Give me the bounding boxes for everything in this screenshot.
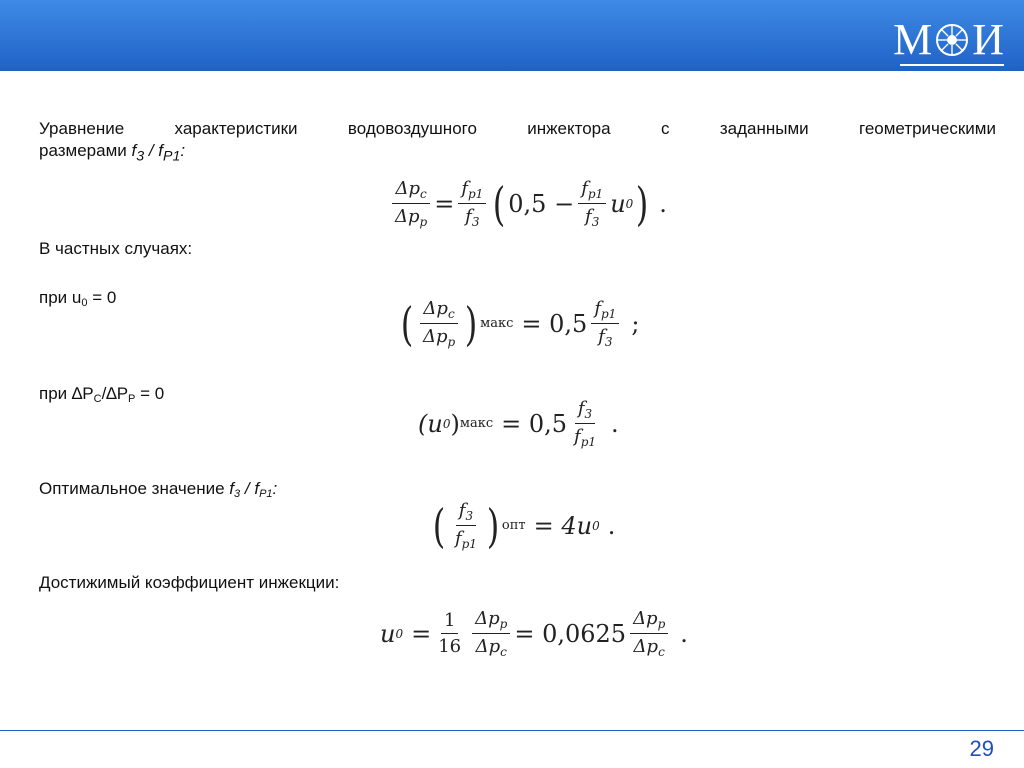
equation-1: $\frac{\Delta p_c}{\Delta p_p}$ = $\frac{f_{p1}}{f_3}$ ( 0,5 − $\frac{f_{p1}}{f_3}$ u 0 ) .	[388, 178, 667, 229]
fraction: $\frac{1}{16}$	[438, 610, 462, 657]
intro-word: водовоздушного	[347, 119, 477, 138]
intro-word: Уравнение	[39, 119, 125, 138]
fraction: $\frac{\Delta p_p}{\Delta p_c}$	[472, 608, 510, 659]
equation-2: ( $\frac{\Delta p_c}{\Delta p_p}$ ) макс = 0,5 $\frac{f_{p1}}{f_3}$ ;	[400, 296, 640, 351]
intro-line-2: размерами $f_3 / f_{P1}$:	[39, 141, 186, 165]
logo-wheel-icon	[934, 22, 970, 58]
fraction: $\frac{\Delta p_c}{\Delta p_p}$	[420, 298, 458, 349]
mei-logo	[893, 15, 1004, 64]
cases-label: В частных случаях:	[39, 239, 193, 258]
equation-5: u 0 = $\frac{1}{16}$ $\frac{\Delta p_p}{\Delta p_c}$ = 0,0625 $\frac{\Delta p_p}{\Delta p_c}$ .	[380, 608, 688, 659]
case-1-label: при $u_0 = 0$	[39, 288, 117, 309]
intro-word: характеристики	[174, 119, 298, 138]
intro-paragraph	[39, 118, 996, 167]
logo-letter-m: М	[893, 15, 933, 64]
footer-divider	[0, 730, 1024, 731]
coefficient-label: Достижимый коэффициент инжекции:	[39, 573, 340, 592]
equation-4: ( $\frac{f_3}{f_{p1}}$ ) опт = 4u 0 .	[432, 498, 616, 553]
logo-letter-i: И	[972, 15, 1004, 64]
page-number: 29	[969, 736, 994, 761]
optimal-label: Оптимальное значение $f_3 / f_{P1}$:	[39, 479, 278, 500]
intro-word: с	[660, 119, 670, 138]
fraction: $\frac{f_{p1}}{f_3}$	[458, 178, 486, 229]
intro-word: заданными	[719, 119, 809, 138]
header-bar	[0, 0, 1024, 71]
intro-line-1	[39, 118, 996, 140]
fraction: $\frac{f_3}{f_{p1}}$	[574, 398, 597, 449]
fraction: $\frac{f_3}{f_{p1}}$	[454, 500, 477, 551]
intro-word: инжектора	[527, 119, 611, 138]
fraction: $\frac{\Delta p_p}{\Delta p_c}$	[630, 608, 668, 659]
logo-underline	[900, 64, 1004, 66]
equation-3: (u 0 ) макс = 0,5 $\frac{f_3}{f_{p1}}$ .	[418, 398, 619, 449]
fraction: $\frac{f_{p1}}{f_3}$	[591, 298, 619, 349]
fraction: $\frac{f_{p1}}{f_3}$	[578, 178, 606, 229]
intro-word: геометрическими	[859, 119, 996, 138]
fraction: $\frac{\Delta p_c}{\Delta p_p}$	[392, 178, 430, 229]
case-2-label: при $\Delta P_C/\Delta P_P = 0$	[39, 384, 165, 405]
